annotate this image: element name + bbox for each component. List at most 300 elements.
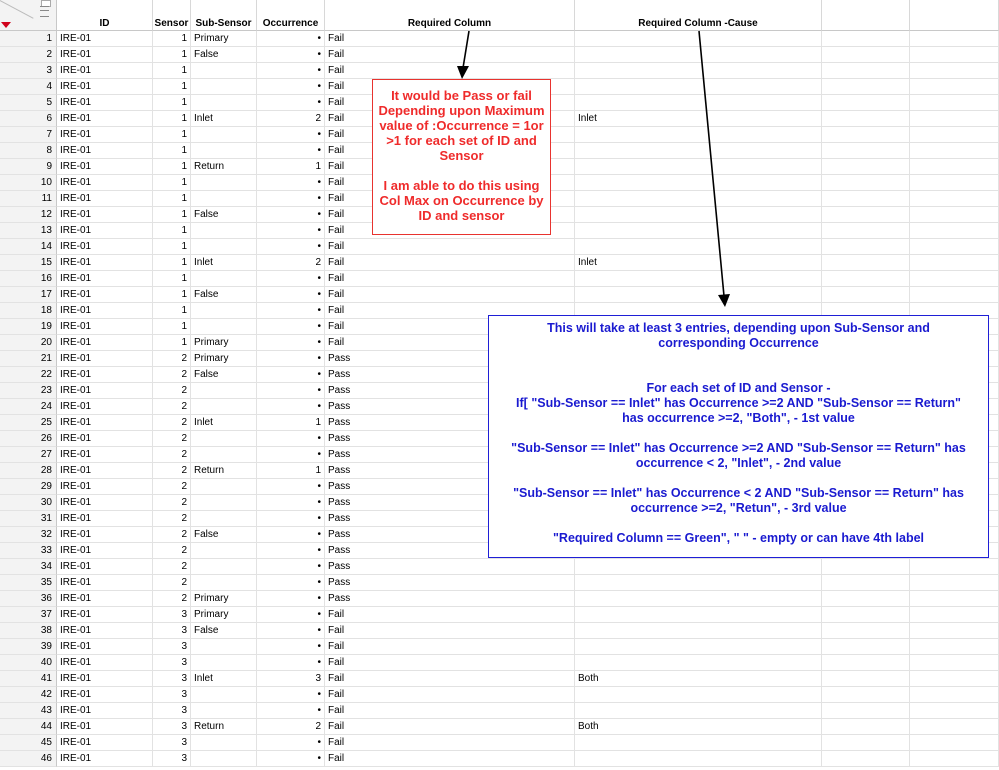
row-number[interactable]: 34 (0, 559, 57, 575)
cell-sensor[interactable]: 1 (153, 63, 191, 79)
row-number[interactable]: 40 (0, 655, 57, 671)
cell-sub-sensor[interactable]: Inlet (191, 111, 257, 127)
cell-occurrence[interactable]: • (257, 79, 325, 95)
row-number[interactable]: 14 (0, 239, 57, 255)
cell-sub-sensor[interactable] (191, 479, 257, 495)
cell-sub-sensor[interactable]: False (191, 527, 257, 543)
cell-sensor[interactable]: 2 (153, 511, 191, 527)
cell-empty[interactable] (910, 655, 999, 671)
cell-empty[interactable] (822, 639, 910, 655)
cell-id[interactable]: IRE-01 (57, 223, 153, 239)
row-number[interactable]: 28 (0, 463, 57, 479)
cell-occurrence[interactable]: • (257, 591, 325, 607)
cell-occurrence[interactable]: • (257, 303, 325, 319)
cell-id[interactable]: IRE-01 (57, 303, 153, 319)
row-number[interactable]: 43 (0, 703, 57, 719)
cell-empty[interactable] (910, 735, 999, 751)
cell-id[interactable]: IRE-01 (57, 751, 153, 767)
cell-required-column-cause[interactable] (575, 47, 822, 63)
cell-sub-sensor[interactable] (191, 511, 257, 527)
cell-required-column-cause[interactable]: Both (575, 719, 822, 735)
cell-occurrence[interactable]: • (257, 191, 325, 207)
cell-empty[interactable] (910, 751, 999, 767)
cell-id[interactable]: IRE-01 (57, 383, 153, 399)
cell-required-column-cause[interactable] (575, 143, 822, 159)
cell-empty[interactable] (822, 127, 910, 143)
cell-id[interactable]: IRE-01 (57, 463, 153, 479)
cell-sensor[interactable]: 1 (153, 127, 191, 143)
cell-empty[interactable] (910, 111, 999, 127)
row-number[interactable]: 13 (0, 223, 57, 239)
cell-id[interactable]: IRE-01 (57, 591, 153, 607)
cell-id[interactable]: IRE-01 (57, 719, 153, 735)
cell-empty[interactable] (910, 175, 999, 191)
cell-empty[interactable] (910, 79, 999, 95)
cell-required-column[interactable]: Pass (325, 543, 575, 559)
cell-sub-sensor[interactable] (191, 303, 257, 319)
cell-id[interactable]: IRE-01 (57, 335, 153, 351)
row-number[interactable]: 38 (0, 623, 57, 639)
cell-occurrence[interactable]: 2 (257, 255, 325, 271)
cell-sub-sensor[interactable]: Primary (191, 351, 257, 367)
cell-sub-sensor[interactable] (191, 175, 257, 191)
cell-required-column[interactable]: Pass (325, 495, 575, 511)
cell-occurrence[interactable]: • (257, 175, 325, 191)
row-number[interactable]: 5 (0, 95, 57, 111)
cell-id[interactable]: IRE-01 (57, 287, 153, 303)
cell-occurrence[interactable]: • (257, 335, 325, 351)
cell-required-column[interactable]: Fail (325, 207, 575, 223)
cell-sub-sensor[interactable]: Primary (191, 607, 257, 623)
cell-empty[interactable] (910, 191, 999, 207)
row-number[interactable]: 33 (0, 543, 57, 559)
cell-sub-sensor[interactable] (191, 495, 257, 511)
cell-sensor[interactable]: 1 (153, 271, 191, 287)
cell-required-column[interactable]: Fail (325, 239, 575, 255)
row-number[interactable]: 45 (0, 735, 57, 751)
cell-sensor[interactable]: 1 (153, 239, 191, 255)
cell-sub-sensor[interactable] (191, 703, 257, 719)
cell-occurrence[interactable]: • (257, 271, 325, 287)
cell-required-column[interactable]: Pass (325, 463, 575, 479)
row-number[interactable]: 21 (0, 351, 57, 367)
cell-required-column[interactable]: Pass (325, 511, 575, 527)
row-number[interactable]: 15 (0, 255, 57, 271)
cell-required-column[interactable]: Fail (325, 191, 575, 207)
cell-required-column-cause[interactable] (575, 687, 822, 703)
row-number[interactable]: 30 (0, 495, 57, 511)
cell-empty[interactable] (822, 703, 910, 719)
cell-required-column[interactable]: Fail (325, 607, 575, 623)
cell-required-column[interactable]: Fail (325, 719, 575, 735)
cell-occurrence[interactable]: • (257, 703, 325, 719)
cell-empty[interactable] (822, 751, 910, 767)
cell-required-column[interactable]: Fail (325, 671, 575, 687)
cell-occurrence[interactable]: • (257, 383, 325, 399)
cell-sub-sensor[interactable] (191, 639, 257, 655)
cell-required-column[interactable]: Fail (325, 655, 575, 671)
row-number[interactable]: 31 (0, 511, 57, 527)
cell-occurrence[interactable]: • (257, 31, 325, 47)
cell-sub-sensor[interactable] (191, 95, 257, 111)
cell-id[interactable]: IRE-01 (57, 239, 153, 255)
cell-required-column-cause[interactable] (575, 703, 822, 719)
cell-empty[interactable] (910, 63, 999, 79)
cell-sensor[interactable]: 3 (153, 735, 191, 751)
cell-empty[interactable] (910, 575, 999, 591)
cell-sub-sensor[interactable]: False (191, 287, 257, 303)
cell-sub-sensor[interactable]: Primary (191, 591, 257, 607)
cell-required-column-cause[interactable]: Both (575, 671, 822, 687)
cell-empty[interactable] (822, 95, 910, 111)
cell-empty[interactable] (822, 175, 910, 191)
cell-sub-sensor[interactable]: Primary (191, 31, 257, 47)
cell-id[interactable]: IRE-01 (57, 671, 153, 687)
cell-occurrence[interactable]: • (257, 527, 325, 543)
header-empty-column[interactable] (822, 0, 910, 31)
cell-sensor[interactable]: 1 (153, 303, 191, 319)
cell-empty[interactable] (822, 687, 910, 703)
cell-sub-sensor[interactable]: False (191, 623, 257, 639)
cell-required-column[interactable]: Pass (325, 351, 575, 367)
cell-occurrence[interactable]: • (257, 479, 325, 495)
cell-id[interactable]: IRE-01 (57, 63, 153, 79)
row-number[interactable]: 39 (0, 639, 57, 655)
cell-required-column[interactable]: Fail (325, 335, 575, 351)
cell-required-column-cause[interactable] (575, 623, 822, 639)
cell-occurrence[interactable]: • (257, 751, 325, 767)
cell-required-column[interactable]: Pass (325, 415, 575, 431)
cell-sub-sensor[interactable] (191, 223, 257, 239)
cell-empty[interactable] (822, 255, 910, 271)
cell-id[interactable]: IRE-01 (57, 143, 153, 159)
cell-required-column[interactable]: Pass (325, 591, 575, 607)
cell-id[interactable]: IRE-01 (57, 655, 153, 671)
cell-sensor[interactable]: 1 (153, 319, 191, 335)
cell-sub-sensor[interactable]: Inlet (191, 415, 257, 431)
row-number[interactable]: 37 (0, 607, 57, 623)
cell-id[interactable]: IRE-01 (57, 31, 153, 47)
cell-id[interactable]: IRE-01 (57, 255, 153, 271)
cell-required-column[interactable]: Fail (325, 111, 575, 127)
cell-empty[interactable] (910, 607, 999, 623)
cell-sensor[interactable]: 3 (153, 671, 191, 687)
cell-required-column-cause[interactable] (575, 287, 822, 303)
row-number[interactable]: 29 (0, 479, 57, 495)
cell-required-column-cause[interactable] (575, 207, 822, 223)
header-required-column[interactable]: Required Column (325, 0, 575, 31)
cell-required-column[interactable]: Fail (325, 159, 575, 175)
cell-required-column-cause[interactable] (575, 63, 822, 79)
cell-id[interactable]: IRE-01 (57, 367, 153, 383)
cell-sensor[interactable]: 2 (153, 559, 191, 575)
row-number[interactable]: 1 (0, 31, 57, 47)
cell-id[interactable]: IRE-01 (57, 639, 153, 655)
row-number[interactable]: 3 (0, 63, 57, 79)
row-number[interactable]: 10 (0, 175, 57, 191)
cell-id[interactable]: IRE-01 (57, 735, 153, 751)
cell-empty[interactable] (910, 207, 999, 223)
cell-empty[interactable] (910, 127, 999, 143)
cell-id[interactable]: IRE-01 (57, 399, 153, 415)
row-number[interactable]: 36 (0, 591, 57, 607)
cell-empty[interactable] (822, 655, 910, 671)
cell-sensor[interactable]: 1 (153, 335, 191, 351)
cell-empty[interactable] (822, 191, 910, 207)
cell-id[interactable]: IRE-01 (57, 271, 153, 287)
cell-occurrence[interactable]: • (257, 687, 325, 703)
cell-sub-sensor[interactable] (191, 559, 257, 575)
header-occurrence[interactable]: Occurrence (257, 0, 325, 31)
cell-sensor[interactable]: 2 (153, 383, 191, 399)
cell-empty[interactable] (910, 719, 999, 735)
cell-empty[interactable] (822, 591, 910, 607)
header-empty-column[interactable] (910, 0, 999, 31)
cell-sensor[interactable]: 1 (153, 95, 191, 111)
cell-id[interactable]: IRE-01 (57, 559, 153, 575)
cell-sub-sensor[interactable] (191, 127, 257, 143)
cell-empty[interactable] (910, 239, 999, 255)
red-triangle-menu-icon[interactable] (1, 22, 11, 28)
cell-required-column-cause[interactable]: Inlet (575, 255, 822, 271)
cell-sensor[interactable]: 1 (153, 175, 191, 191)
cell-empty[interactable] (910, 623, 999, 639)
cell-required-column[interactable]: Pass (325, 431, 575, 447)
cell-required-column[interactable]: Pass (325, 559, 575, 575)
cell-sub-sensor[interactable] (191, 399, 257, 415)
cell-sensor[interactable]: 1 (153, 207, 191, 223)
cell-empty[interactable] (822, 207, 910, 223)
cell-empty[interactable] (910, 47, 999, 63)
cell-empty[interactable] (910, 287, 999, 303)
row-number[interactable]: 8 (0, 143, 57, 159)
row-number[interactable]: 2 (0, 47, 57, 63)
cell-occurrence[interactable]: • (257, 559, 325, 575)
cell-sensor[interactable]: 1 (153, 47, 191, 63)
cell-empty[interactable] (910, 159, 999, 175)
cell-required-column[interactable]: Pass (325, 447, 575, 463)
cell-sub-sensor[interactable] (191, 431, 257, 447)
cell-occurrence[interactable]: • (257, 319, 325, 335)
cell-id[interactable]: IRE-01 (57, 511, 153, 527)
header-required-column-cause[interactable]: Required Column -Cause (575, 0, 822, 31)
cell-sub-sensor[interactable]: Primary (191, 335, 257, 351)
cell-sensor[interactable]: 3 (153, 703, 191, 719)
row-number[interactable]: 26 (0, 431, 57, 447)
cell-required-column-cause[interactable] (575, 735, 822, 751)
row-number[interactable]: 9 (0, 159, 57, 175)
cell-empty[interactable] (910, 559, 999, 575)
cell-sensor[interactable]: 2 (153, 431, 191, 447)
row-number[interactable]: 25 (0, 415, 57, 431)
cell-id[interactable]: IRE-01 (57, 495, 153, 511)
cell-id[interactable]: IRE-01 (57, 127, 153, 143)
cell-occurrence[interactable]: • (257, 575, 325, 591)
cell-sub-sensor[interactable]: False (191, 47, 257, 63)
row-number[interactable]: 22 (0, 367, 57, 383)
row-number[interactable]: 6 (0, 111, 57, 127)
cell-id[interactable]: IRE-01 (57, 623, 153, 639)
cell-empty[interactable] (822, 111, 910, 127)
cell-sensor[interactable]: 2 (153, 463, 191, 479)
cell-sensor[interactable]: 3 (153, 687, 191, 703)
cell-occurrence[interactable]: 1 (257, 159, 325, 175)
cell-sub-sensor[interactable] (191, 239, 257, 255)
cell-occurrence[interactable]: • (257, 95, 325, 111)
cell-sensor[interactable]: 3 (153, 639, 191, 655)
cell-sensor[interactable]: 2 (153, 479, 191, 495)
cell-occurrence[interactable]: 2 (257, 719, 325, 735)
cell-empty[interactable] (910, 143, 999, 159)
cell-sub-sensor[interactable]: False (191, 367, 257, 383)
cell-required-column[interactable]: Pass (325, 367, 575, 383)
cell-empty[interactable] (822, 143, 910, 159)
cell-required-column[interactable]: Fail (325, 639, 575, 655)
cell-occurrence[interactable]: • (257, 623, 325, 639)
cell-empty[interactable] (910, 591, 999, 607)
cell-required-column-cause[interactable] (575, 31, 822, 47)
cell-sub-sensor[interactable] (191, 575, 257, 591)
cell-empty[interactable] (910, 223, 999, 239)
cell-empty[interactable] (910, 255, 999, 271)
cell-sensor[interactable]: 3 (153, 751, 191, 767)
cell-id[interactable]: IRE-01 (57, 415, 153, 431)
cell-sub-sensor[interactable] (191, 383, 257, 399)
row-number[interactable]: 27 (0, 447, 57, 463)
cell-occurrence[interactable]: • (257, 223, 325, 239)
cell-sensor[interactable]: 2 (153, 527, 191, 543)
cell-sub-sensor[interactable] (191, 63, 257, 79)
row-number[interactable]: 18 (0, 303, 57, 319)
cell-id[interactable]: IRE-01 (57, 95, 153, 111)
cell-required-column[interactable]: Pass (325, 527, 575, 543)
cell-required-column-cause[interactable] (575, 239, 822, 255)
cell-required-column-cause[interactable] (575, 559, 822, 575)
cell-required-column-cause[interactable] (575, 271, 822, 287)
column-menu-icon[interactable] (40, 6, 49, 17)
cell-occurrence[interactable]: • (257, 639, 325, 655)
cell-id[interactable]: IRE-01 (57, 703, 153, 719)
cell-required-column[interactable]: Fail (325, 735, 575, 751)
cell-required-column[interactable]: Fail (325, 271, 575, 287)
cell-required-column[interactable]: Fail (325, 687, 575, 703)
cell-required-column[interactable]: Fail (325, 319, 575, 335)
cell-empty[interactable] (822, 223, 910, 239)
cell-sensor[interactable]: 2 (153, 367, 191, 383)
row-number[interactable]: 41 (0, 671, 57, 687)
cell-required-column-cause[interactable] (575, 191, 822, 207)
cell-sub-sensor[interactable]: Return (191, 463, 257, 479)
cell-sub-sensor[interactable]: False (191, 207, 257, 223)
cell-id[interactable]: IRE-01 (57, 447, 153, 463)
cell-empty[interactable] (822, 159, 910, 175)
cell-required-column[interactable]: Fail (325, 127, 575, 143)
cell-occurrence[interactable]: • (257, 207, 325, 223)
header-sub-sensor[interactable]: Sub-Sensor (191, 0, 257, 31)
cell-required-column[interactable]: Fail (325, 47, 575, 63)
cell-id[interactable]: IRE-01 (57, 207, 153, 223)
cell-empty[interactable] (910, 687, 999, 703)
cell-occurrence[interactable]: • (257, 239, 325, 255)
cell-sensor[interactable]: 1 (153, 287, 191, 303)
cell-occurrence[interactable]: • (257, 543, 325, 559)
cell-required-column[interactable]: Fail (325, 175, 575, 191)
cell-required-column-cause[interactable] (575, 159, 822, 175)
cell-empty[interactable] (910, 671, 999, 687)
cell-sensor[interactable]: 3 (153, 719, 191, 735)
cell-sensor[interactable]: 3 (153, 607, 191, 623)
cell-id[interactable]: IRE-01 (57, 111, 153, 127)
cell-required-column[interactable]: Fail (325, 703, 575, 719)
cell-sub-sensor[interactable] (191, 655, 257, 671)
cell-empty[interactable] (822, 559, 910, 575)
cell-required-column-cause[interactable] (575, 127, 822, 143)
cell-required-column[interactable]: Fail (325, 31, 575, 47)
cell-sensor[interactable]: 3 (153, 655, 191, 671)
cell-sub-sensor[interactable] (191, 271, 257, 287)
cell-required-column[interactable]: Fail (325, 223, 575, 239)
cell-required-column[interactable]: Fail (325, 623, 575, 639)
row-number[interactable]: 17 (0, 287, 57, 303)
cell-occurrence[interactable]: • (257, 399, 325, 415)
cell-sensor[interactable]: 2 (153, 399, 191, 415)
row-number[interactable]: 24 (0, 399, 57, 415)
cell-required-column[interactable]: Fail (325, 79, 575, 95)
cell-occurrence[interactable]: • (257, 287, 325, 303)
cell-sensor[interactable]: 1 (153, 223, 191, 239)
row-number[interactable]: 35 (0, 575, 57, 591)
cell-sub-sensor[interactable] (191, 751, 257, 767)
cell-empty[interactable] (910, 703, 999, 719)
cell-occurrence[interactable]: • (257, 47, 325, 63)
cell-sub-sensor[interactable]: Inlet (191, 671, 257, 687)
cell-required-column[interactable]: Pass (325, 575, 575, 591)
cell-id[interactable]: IRE-01 (57, 191, 153, 207)
cell-occurrence[interactable]: 3 (257, 671, 325, 687)
cell-occurrence[interactable]: 1 (257, 415, 325, 431)
row-number[interactable]: 32 (0, 527, 57, 543)
cell-id[interactable]: IRE-01 (57, 479, 153, 495)
cell-sensor[interactable]: 1 (153, 191, 191, 207)
cell-empty[interactable] (822, 575, 910, 591)
row-number[interactable]: 42 (0, 687, 57, 703)
cell-sensor[interactable]: 2 (153, 575, 191, 591)
cell-required-column[interactable]: Fail (325, 287, 575, 303)
cell-sensor[interactable]: 3 (153, 623, 191, 639)
row-number[interactable]: 44 (0, 719, 57, 735)
row-number[interactable]: 7 (0, 127, 57, 143)
cell-sub-sensor[interactable]: Return (191, 159, 257, 175)
cell-sub-sensor[interactable] (191, 143, 257, 159)
cell-empty[interactable] (822, 239, 910, 255)
cell-occurrence[interactable]: • (257, 607, 325, 623)
cell-empty[interactable] (910, 271, 999, 287)
cell-required-column[interactable]: Fail (325, 751, 575, 767)
cell-id[interactable]: IRE-01 (57, 175, 153, 191)
cell-sensor[interactable]: 2 (153, 447, 191, 463)
cell-id[interactable]: IRE-01 (57, 351, 153, 367)
row-number[interactable]: 11 (0, 191, 57, 207)
cell-occurrence[interactable]: • (257, 511, 325, 527)
cell-empty[interactable] (822, 63, 910, 79)
cell-id[interactable]: IRE-01 (57, 543, 153, 559)
cell-occurrence[interactable]: • (257, 735, 325, 751)
cell-id[interactable]: IRE-01 (57, 431, 153, 447)
cell-sensor[interactable]: 2 (153, 351, 191, 367)
cell-occurrence[interactable]: • (257, 367, 325, 383)
cell-required-column-cause[interactable]: Inlet (575, 111, 822, 127)
cell-sensor[interactable]: 2 (153, 591, 191, 607)
